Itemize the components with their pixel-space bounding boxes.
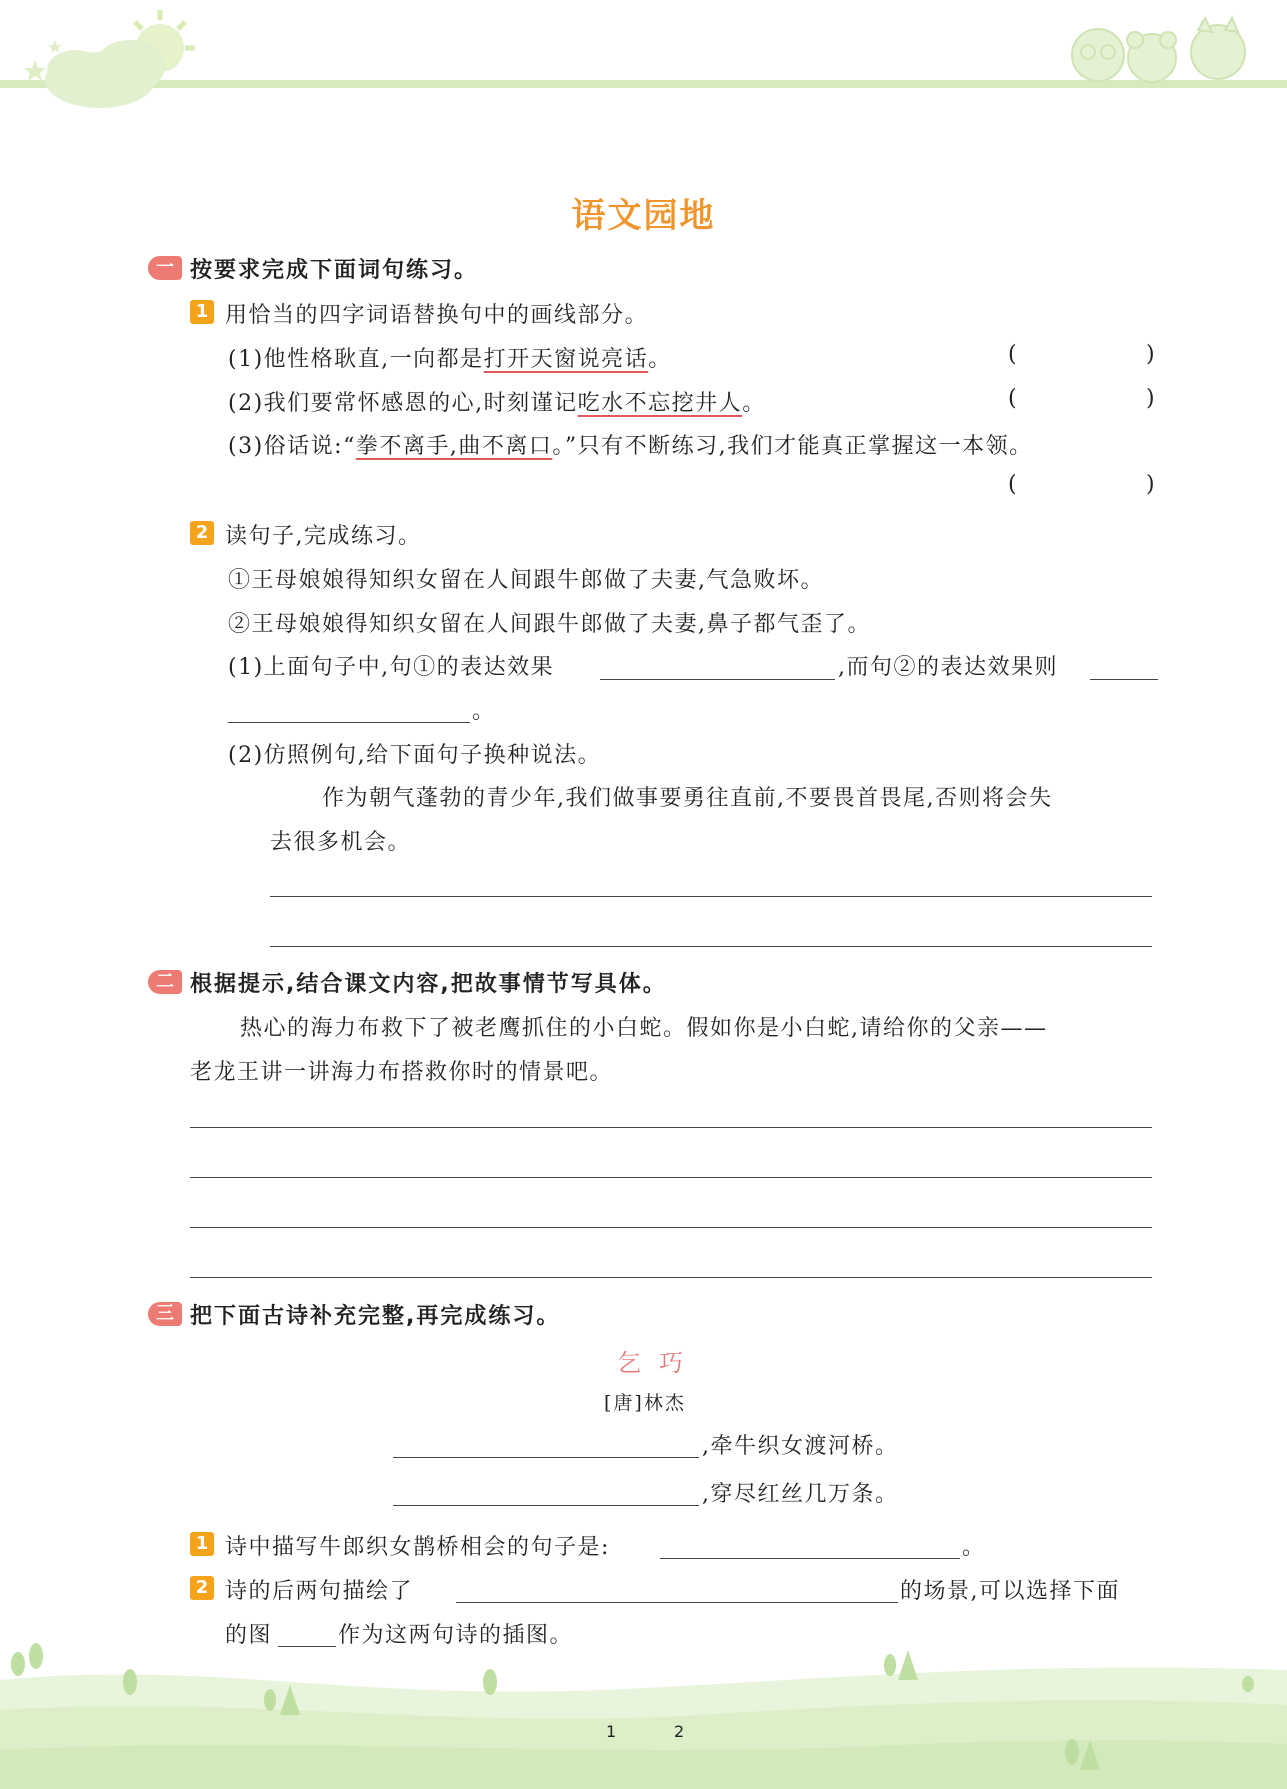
item-text-end: 。: [742, 391, 766, 416]
example-sentence-2: 去很多机会。: [270, 830, 412, 855]
answer-blank-2b[interactable]: [228, 722, 470, 723]
poem-answer-blank-2[interactable]: [456, 1602, 898, 1603]
item-text: (3)俗话说:“: [228, 434, 356, 459]
sentence-b: ②王母娘娘得知织女留在人间跟牛郎做了夫妻,鼻子都气歪了。: [228, 612, 871, 637]
animal-faces-icon: [1072, 18, 1245, 82]
exercise-item-2: [228, 386, 766, 417]
poem-line-2: ,穿尽红丝几万条。: [702, 1482, 899, 1507]
story-prompt-1: 热心的海力布救下了被老鹰抓住的小白蛇。假如你是小白蛇,请给你的父亲——: [240, 1016, 1048, 1041]
page-number-left: 1: [606, 1722, 617, 1741]
answer-paren-open-1: (: [1008, 342, 1017, 367]
poem-question-2a: 诗的后两句描绘了: [225, 1579, 414, 1604]
section-heading-2: 根据提示,结合课文内容,把故事情节写具体。: [190, 972, 667, 997]
answer-paren-open-2: (: [1008, 386, 1017, 411]
question-number-3-1: 1: [190, 1532, 214, 1556]
poem-title: 乞巧: [617, 1349, 701, 1377]
question-number-3-2: 2: [190, 1576, 214, 1600]
answer-blank-2a[interactable]: [1090, 679, 1158, 680]
story-prompt-2: 老龙王讲一讲海力布搭救你时的情景吧。: [190, 1060, 614, 1085]
section-heading-1: 按要求完成下面词句练习。: [190, 258, 479, 283]
section-badge-1: 一: [148, 256, 182, 280]
poem-question-2b: 的场景,可以选择下面: [900, 1579, 1120, 1604]
underlined-phrase: 打开天窗说亮话: [483, 347, 649, 372]
poem-blank-1[interactable]: [393, 1457, 699, 1458]
question-prompt-1-1: 用恰当的四字词语替换句中的画线部分。: [225, 303, 649, 328]
answer-paren-open-3: (: [1008, 472, 1017, 497]
page-number-right: 2: [674, 1722, 685, 1741]
writing-line-4[interactable]: [190, 1177, 1152, 1178]
exercise-item-3: [228, 429, 1033, 460]
underlined-phrase: 拳不离手,曲不离口: [355, 434, 553, 459]
sentence-a: ①王母娘娘得知织女留在人间跟牛郎做了夫妻,气急败坏。: [228, 568, 824, 593]
part1-text-a: (1)上面句子中,句①的表达效果: [228, 655, 555, 680]
poem-question-1-end: 。: [962, 1535, 986, 1560]
answer-paren-close-3: ): [1146, 472, 1155, 497]
header-decoration: [0, 0, 1287, 120]
writing-line-6[interactable]: [190, 1277, 1152, 1278]
part1-end: 。: [472, 699, 496, 724]
underlined-phrase: 吃水不忘挖井人: [577, 391, 743, 416]
footer-hills-decoration: [0, 1640, 1287, 1789]
page-title: 语文园地: [571, 196, 716, 236]
writing-line-5[interactable]: [190, 1227, 1152, 1228]
item-text: (1)他性格耿直,一向都是: [228, 347, 484, 372]
section-badge-3: 三: [148, 1302, 182, 1326]
writing-line-1[interactable]: [270, 896, 1152, 897]
poem-line-1: ,牵牛织女渡河桥。: [702, 1434, 899, 1459]
example-sentence-1: 作为朝气蓬勃的青少年,我们做事要勇往直前,不要畏首畏尾,否则将会失: [322, 786, 1053, 811]
part2-prompt: (2)仿照例句,给下面句子换种说法。: [228, 743, 602, 768]
question-prompt-1-2: 读句子,完成练习。: [225, 524, 422, 549]
poem-question-1: 诗中描写牛郎织女鹊桥相会的句子是:: [225, 1535, 610, 1560]
item-text: (2)我们要常怀感恩的心,时刻谨记: [228, 391, 578, 416]
writing-line-2[interactable]: [270, 946, 1152, 947]
poem-author: [唐]林杰: [604, 1392, 686, 1414]
part1-text-b: ,而句②的表达效果则: [838, 655, 1058, 680]
answer-blank-1[interactable]: [600, 679, 835, 680]
section-badge-2: 二: [148, 970, 182, 994]
cloud-icon: [45, 40, 165, 108]
item-text-end: 。: [648, 347, 672, 372]
question-number-1-2: 2: [190, 521, 214, 545]
section-heading-3: 把下面古诗补充完整,再完成练习。: [190, 1304, 561, 1329]
item-text-end: 。”只有不断练习,我们才能真正掌握这一本领。: [552, 434, 1033, 459]
poem-question-2c1: 的图: [225, 1623, 273, 1648]
poem-answer-blank-1[interactable]: [660, 1558, 960, 1559]
poem-blank-2[interactable]: [393, 1505, 699, 1506]
exercise-item-1: [228, 342, 672, 373]
poem-question-2c2: 作为这两句诗的插图。: [338, 1623, 574, 1648]
question-number-1-1: 1: [190, 300, 214, 324]
answer-paren-close-1: ): [1146, 342, 1155, 367]
writing-line-3[interactable]: [190, 1127, 1152, 1128]
answer-paren-close-2: ): [1146, 386, 1155, 411]
